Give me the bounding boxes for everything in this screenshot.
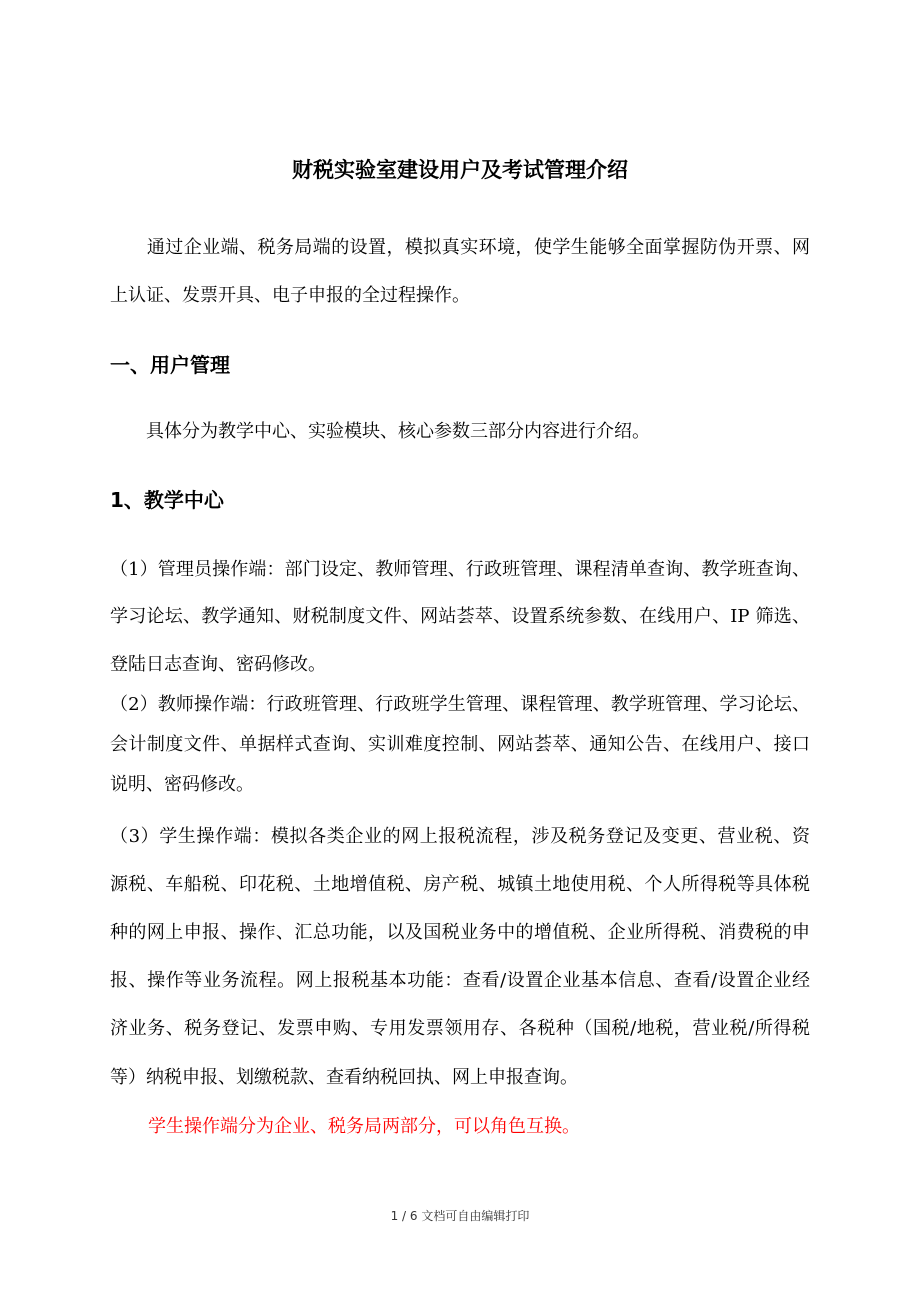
student-line: 种的网上申报、操作、汇总功能，以及国税业务中的增值税、企业所得税、消费税的申 <box>110 922 810 943</box>
section-heading: 一、用户管理 <box>110 353 230 377</box>
highlight-note: 学生操作端分为企业、税务局两部分，可以角色互换。 <box>148 1116 580 1137</box>
page-footer: 1 / 6 文档可自由编辑打印 <box>390 1209 530 1223</box>
subsection-heading: 1、教学中心 <box>110 488 224 512</box>
admin-line: 登陆日志查询、密码修改。 <box>110 654 326 675</box>
admin-line: 学习论坛、教学通知、财税制度文件、网站荟萃、设置系统参数、在线用户、IP 筛选、 <box>110 606 810 627</box>
document-title: 财税实验室建设用户及考试管理介绍 <box>292 157 628 182</box>
student-line: 报、操作等业务流程。网上报税基本功能：查看/设置企业基本信息、查看/设置企业经 <box>110 970 810 991</box>
admin-line: （1）管理员操作端：部门设定、教师管理、行政班管理、课程清单查询、教学班查询、 <box>110 559 810 580</box>
student-line: 济业务、税务登记、发票申购、专用发票领用存、各税种（国税/地税，营业税/所得税 <box>110 1018 810 1039</box>
student-line: 等）纳税申报、划缴税款、查看纳税回执、网上申报查询。 <box>110 1067 578 1088</box>
student-line: 源税、车船税、印花税、土地增值税、房产税、城镇土地使用税、个人所得税等具体税 <box>110 874 810 895</box>
teacher-line: 会计制度文件、单据样式查询、实训难度控制、网站荟萃、通知公告、在线用户、接口 <box>110 734 810 755</box>
section-intro: 具体分为教学中心、实验模块、核心参数三部分内容进行介绍。 <box>110 421 650 442</box>
teacher-line: 说明、密码修改。 <box>110 774 254 795</box>
teacher-line: （2）教师操作端：行政班管理、行政班学生管理、课程管理、教学班管理、学习论坛、 <box>110 694 810 715</box>
intro-line: 通过企业端、税务局端的设置，模拟真实环境，使学生能够全面掌握防伪开票、网 <box>110 237 810 258</box>
student-line: （3）学生操作端：模拟各类企业的网上报税流程，涉及税务登记及变更、营业税、资 <box>110 826 810 847</box>
intro-line: 上认证、发票开具、电子申报的全过程操作。 <box>110 285 470 306</box>
